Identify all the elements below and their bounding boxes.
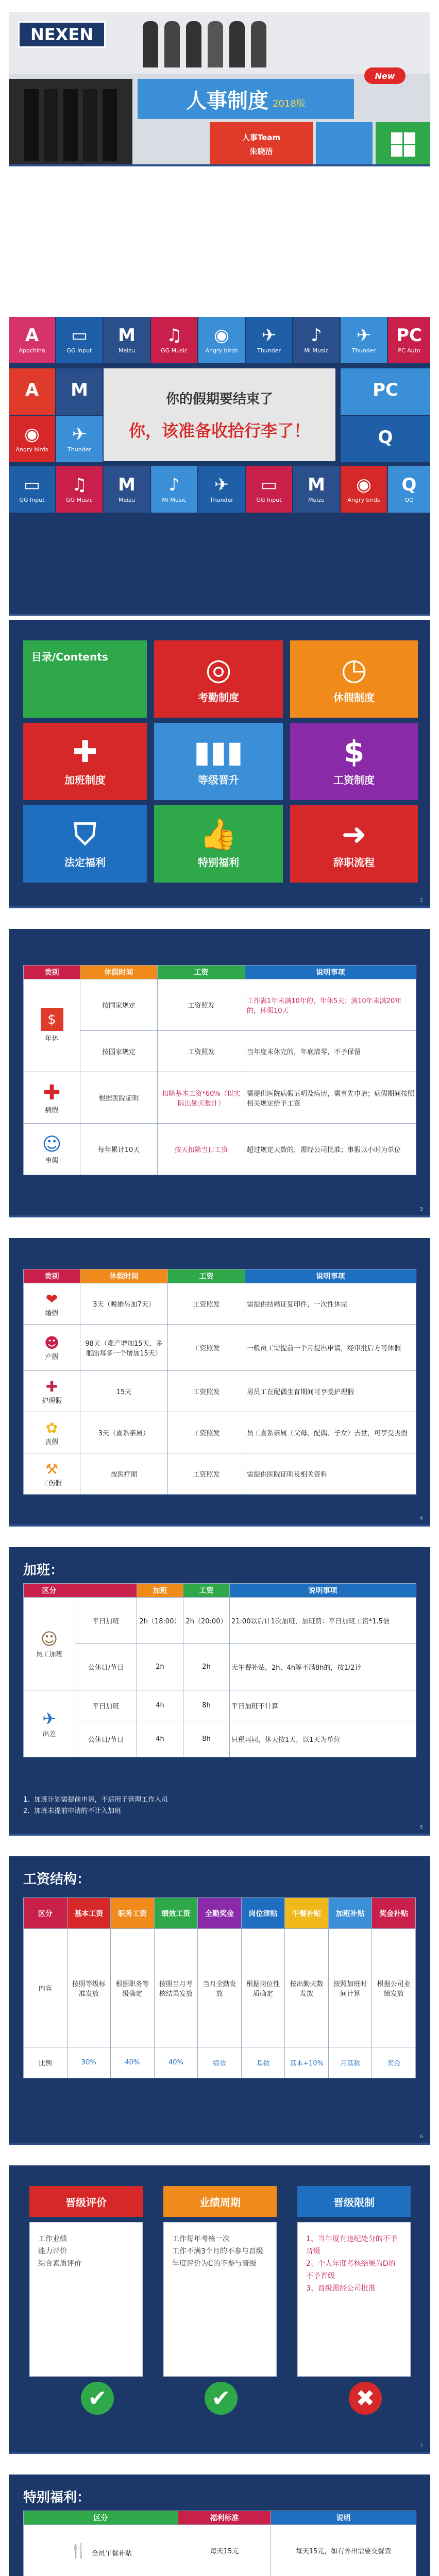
author-label: 朱晓洁	[249, 147, 273, 156]
leave-table-2	[23, 1269, 416, 1495]
thunder4-icon: ✈ Thunder	[198, 466, 245, 513]
tile-special-benefits[interactable]: 👍 特别福利	[154, 805, 283, 883]
table-row: 公休日/节日 4h 8h 只税再同，休天按1天，以1天为单位	[24, 1721, 416, 1757]
promotion-card-1: 工作业绩 能力评价 综合素质评价	[29, 2222, 143, 2377]
tile-overtime[interactable]: ✚ 加班制度	[23, 723, 147, 800]
table-row: 公休日/节日 2h 2h 无午餐补贴，2h、4h等不满8h的，按1/2计	[24, 1644, 416, 1690]
table-row: 🍴 全员午餐补贴 每天15元 每天15元，如有外出需要交餐费	[24, 2525, 416, 2576]
table-row: ☻ 产假 98天（难产增加15天，多胞胎每多一个增加15天） 工资照发 一般员工需提前一个月提出申请，经审批后方可休假	[24, 1325, 416, 1371]
table-header: 区分 加班 工资 说明事项	[24, 1584, 416, 1598]
slide-vacation-over	[9, 317, 430, 616]
table-row: ✚ 病假 根据医院证明 扣除基本工资*60%（以实际出勤天数计） 需提供医院病假证明及病历，需事先申请；病假期间按照相关规定给予工资	[24, 1072, 416, 1124]
slide-contents: 目录/Contents ◎ 考勤制度 ◷ 休假制度 ✚ 加班制度 ▮▮▮ 等级晋升 $ 工资制度 ⛉ 法定福利 👍 特别福利 ➜ 辞职流程 2	[9, 620, 430, 908]
table-row: ❤ 婚假 3天（晚婚另加7天） 工资照发 需提供结婚证复印件，一次性休完	[24, 1283, 416, 1325]
tile-promotion[interactable]: ▮▮▮ 等级晋升	[154, 723, 283, 800]
music-icon: ♫ GG Music	[151, 317, 197, 363]
meizu4-icon: M Meizu	[293, 466, 340, 513]
bars-icon: ▮▮▮	[194, 734, 243, 769]
table-row: 按国家规定 工资照发 当年度未休完的，年底清零，不予保留	[24, 1031, 416, 1072]
table-row: ✿ 丧假 3天（直系亲属） 工资照发 员工直系亲属（父母、配偶、子女）去世，可享受丧假	[24, 1412, 416, 1453]
card-heading-2: 业绩周期	[163, 2186, 277, 2217]
bird3-icon: ◉ Angry birds	[341, 466, 387, 513]
bird-icon: ◉ Angry birds	[198, 317, 245, 363]
baby-icon: ☻	[44, 1334, 60, 1351]
slide-leave-1: 类别 休假时间 工资 说明事项 $ 年休 按国家规定 工资照发 工作满1年未满10年的，年休5天；满10年未满20年的，休假10天 按国家规定 工资照发 当年度未休完的，年底清零，不予保留 ✚ 病假 根据医院证明 扣除基本工资*60%（以实际出勤天数计） 需提供医院病假证明及病历，需事先申请；病假期间按照相关规定给予工资 ☺ 事假 每年累计10天 按天扣除当日工资 超过规定天数的，需经公司批准；事假以小时为单位 3	[9, 929, 430, 1217]
plus-icon: ✚	[72, 734, 98, 769]
table-header: 区分 基本工资 职务工资 绩效工资 全勤奖金 岗位津贴 午餐补贴 加班补贴 奖金补贴	[24, 1898, 416, 1929]
nurse-icon: ✚	[45, 1378, 58, 1395]
tile-attendance[interactable]: ◎ 考勤制度	[154, 640, 283, 718]
grid-tile	[376, 122, 430, 166]
check-icon: ✔	[81, 2382, 114, 2415]
exit-icon: ➜	[341, 816, 367, 852]
mimusic-icon: ♪ Mi Music	[293, 317, 340, 363]
slide-promotion: 晋级评价 业绩周期 晋级限制 工作业绩 能力评价 综合素质评价 工作每年考核一次 工作不满3个月的不参与晋级 年度评价为C的不参与晋级 1、当年度有违纪处分的不予晋级 2、个人年度考核结果为D的不予晋级 3、晋级需经公司批准 ✔ ✔ ✖ 7	[9, 2165, 430, 2454]
person-icon: ☺	[42, 1133, 62, 1155]
cross-icon: ✖	[349, 2382, 382, 2415]
card-heading-3: 晋级限制	[297, 2186, 411, 2217]
pc2-icon: PC	[341, 368, 430, 415]
table-header: 类别 休假时间 工资 说明事项	[24, 965, 416, 979]
blue-tile	[316, 122, 373, 166]
meizu-icon: M Meizu	[104, 317, 150, 363]
appchina2-icon: A	[9, 368, 55, 415]
vacation-card	[104, 368, 335, 461]
qq-icon: Q	[341, 416, 430, 462]
airplane-icon: ✈	[42, 1709, 56, 1728]
meizu2-icon: M	[56, 368, 103, 415]
section-title: 加班：	[23, 1563, 64, 1578]
table-row: 比例 30% 40% 40% 绩效 基数 基本+10% 月基数 奖金	[24, 2047, 416, 2078]
clock-icon: ◷	[341, 651, 367, 687]
thunder-icon: ✈ Thunder	[246, 317, 292, 363]
tile-leave[interactable]: ◷ 休假制度	[290, 640, 418, 718]
salary-table	[23, 1897, 416, 2078]
table-row: ✈ 出差 平日加班 4h 8h 平日加班不计算	[24, 1690, 416, 1721]
slide-special-benefits	[9, 2475, 430, 2576]
fingerprint-icon: ◎	[205, 651, 232, 687]
table-row: 内容 按照等级标准发放 根据职务等级确定 按照当月考核结果发放 当月全勤发放 根据岗位性质确定 按出勤天数发放 按照加班时间计算 根据公司业绩发放	[24, 1929, 416, 2047]
tile-resignation[interactable]: ➜ 辞职流程	[290, 805, 418, 883]
team-label: 人事Team	[242, 133, 281, 142]
table-row: ☺ 员工加班 平日加班 2h（18:00） 2h（20:00） 21:00以后计1次加班，加班费：平日加班工资*1.5倍	[24, 1598, 416, 1644]
table-row: ⚒ 工伤假 按医疗期 工资照发 需提供医院证明及相关资料	[24, 1453, 416, 1495]
overtime-table	[23, 1583, 416, 1757]
card-heading-1: 晋级评价	[29, 2186, 143, 2217]
medical-cross-icon: ✚	[43, 1081, 61, 1105]
section-title: 特别福利：	[23, 2490, 91, 2505]
windows-icon	[391, 132, 415, 157]
promotion-card-3: 1、当年度有违纪处分的不予晋级 2、个人年度考核结果为D的不予晋级 3、晋级需经公司批准	[297, 2222, 411, 2377]
table-header: 区分 福利标准 说明	[24, 2511, 416, 2525]
slide-leave-2: 类别 休假时间 工资 说明事项 ❤ 婚假 3天（晚婚另加7天） 工资照发 需提供结婚证复印件，一次性休完 ☻ 产假 98天（难产增加15天，多胞胎每多一个增加15天） 工资照发 一般员工需提前一个月提出申请，经审批后方可休假 ✚ 护理假 15天 工资照发 男员工在配偶生育期间可享受护理假 ✿ 丧假 3天（直系亲属） 工资照发 员工直系亲属（父母、配偶、子女）去世，可享受丧假 ⚒ 工伤假 按医疗期 工资照发 需提供医院证明及相关资料 4	[9, 1238, 430, 1527]
thunder2-icon: ✈ Thunder	[341, 317, 387, 363]
table-row: ✚ 护理假 15天 工资照发 男员工在配偶生育期间可享受护理假	[24, 1371, 416, 1412]
promotion-card-2: 工作每年考核一次 工作不满3个月的不参与晋级 年度评价为C的不参与晋级	[163, 2222, 277, 2377]
money-icon: $	[41, 1008, 63, 1031]
section-title: 工资结构：	[23, 1872, 91, 1887]
slide-overtime: 加班： 区分 加班 工资 说明事项 ☺ 员工加班 平日加班 2h（18:00） 2h（20:00） 21:00以后计1次加班，加班费：平日加班工资*1.5倍 公休日/节日 2h 2h 无午餐补贴，2h、4h等不满8h的，按1/2计 ✈ 出差 平日加班 4h 8h 平日加班不计算 公休日/节日 4h 8h 只税再同，休天按1天，以1天为单位 1、加班计划需提前申请，不适用于管理工作人员 2、加班未提前申请的不计入加班 5	[9, 1547, 430, 1836]
overtime-notes: 1、加班计划需提前申请，不适用于管理工作人员 2、加班未提前申请的不计入加班	[23, 1796, 168, 1815]
employee-icon: ☺	[40, 1629, 58, 1649]
new-badge: New	[364, 67, 406, 84]
worker-icon: ⚒	[45, 1460, 59, 1478]
contents-tile: 目录/Contents	[23, 640, 147, 718]
vacation-line-1: 你的假期要结束了	[165, 391, 273, 407]
ggpad2-icon: ▭ GG Input	[9, 466, 55, 513]
appchina-icon: A Appchina	[9, 317, 55, 363]
thunder3-icon: ✈ Thunder	[56, 416, 103, 462]
ggpad3-icon: ▭ GG Input	[246, 466, 292, 513]
bird2-icon: ◉ Angry birds	[9, 416, 55, 462]
slide-cover	[9, 12, 430, 166]
title-tile	[138, 79, 354, 119]
tile-legal-benefits[interactable]: ⛉ 法定福利	[23, 805, 147, 883]
pcauto-icon: PC PC Auto	[388, 317, 430, 363]
heart-icon: ❤	[45, 1290, 58, 1308]
meizu3-icon: M Meizu	[104, 466, 150, 513]
slide-salary: 工资结构： 区分 基本工资 职务工资 绩效工资 全勤奖金 岗位津贴 午餐补贴 加班补贴 奖金补贴 内容 按照等级标准发放 根据职务等级确定 按照当月考核结果发放 当月全勤发放 根据岗位性质确定 按出勤天数发放 按照加班时间计算 根据公司业绩发放 比例 30% 40% 40% 绩效 基数 基本+10% 月基数 奖金 6	[9, 1856, 430, 2145]
table-row: ☺ 事假 每年累计10天 按天扣除当日工资 超过规定天数的，需经公司批准；事假以小时为单位	[24, 1124, 416, 1175]
shield-icon: ⛉	[74, 816, 96, 852]
mimusic2-icon: ♪ Mi Music	[151, 466, 197, 513]
benefits-table	[23, 2511, 416, 2576]
nexen-logo: NEXEN	[18, 21, 106, 48]
dollar-icon: $	[343, 734, 365, 769]
check-icon: ✔	[205, 2382, 238, 2415]
qq2-icon: Q QQ	[388, 466, 430, 513]
team-tile	[210, 122, 313, 166]
music2-icon: ♫ GG Music	[56, 466, 103, 513]
leave-table-1	[23, 965, 416, 1175]
table-row: $ 年休 按国家规定 工资照发 工作满1年未满10年的，年休5天；满10年未满20年的，休假10天	[24, 979, 416, 1031]
tile-salary[interactable]: $ 工资制度	[290, 723, 418, 800]
vacation-line-2: 你，该准备收拾行李了！	[128, 420, 310, 440]
lunch-icon: 🍴	[70, 2542, 88, 2559]
page-title: 人事制度	[186, 89, 269, 113]
table-header: 类别 休假时间 工资 说明事项	[24, 1269, 416, 1283]
team-silhouettes	[143, 21, 266, 67]
people-photo	[9, 79, 132, 166]
flower-icon: ✿	[45, 1419, 58, 1436]
thumbs-up-icon: 👍	[199, 816, 238, 852]
year-label: 2018版	[273, 98, 306, 109]
ggpad-icon: ▭ GG Input	[56, 317, 103, 363]
